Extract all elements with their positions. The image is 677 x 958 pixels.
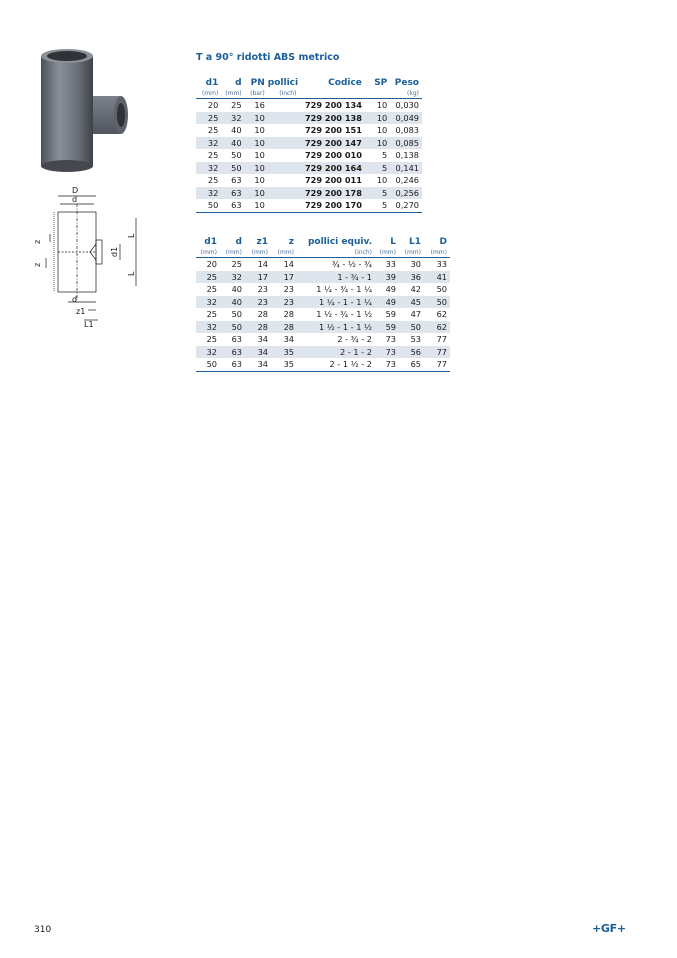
unit-label: (inch) <box>268 89 300 99</box>
table-cell: 25 <box>196 271 220 284</box>
table-cell: 1 - ¾ - 1 <box>297 271 375 284</box>
table-cell <box>268 174 300 187</box>
table-cell: 10 <box>245 137 268 150</box>
table-cell: 5 <box>382 150 388 160</box>
table-row <box>196 99 422 112</box>
table-cell: 32 <box>196 162 221 175</box>
table-cell: 729 200 134 <box>304 100 362 110</box>
table-cell: 36 <box>399 271 424 284</box>
unit-label: (mm) <box>399 248 424 258</box>
table-cell: 50 <box>220 321 245 334</box>
unit-label: (mm) <box>271 248 297 258</box>
table-cell: 50 <box>196 358 220 371</box>
table-cell: 73 <box>375 358 399 371</box>
table-cell: 23 <box>257 284 268 294</box>
unit-label: (bar) <box>245 89 268 99</box>
unit-label <box>299 89 364 99</box>
table-cell <box>268 199 300 212</box>
table-cell: 729 200 164 <box>299 162 364 175</box>
dim-d1-label: d1 <box>110 246 119 257</box>
table-row <box>196 174 422 187</box>
unit-label: (mm) <box>196 248 220 258</box>
dim-D-label: D <box>72 186 79 195</box>
col-header: d <box>235 237 242 247</box>
dim-z-label-2: z <box>33 262 42 267</box>
unit-label: (mm) <box>221 89 244 99</box>
table-cell: 25 <box>207 175 219 185</box>
col-header: z <box>288 237 294 247</box>
table-row <box>196 346 450 359</box>
table-cell: 53 <box>410 334 421 344</box>
table-cell: 17 <box>271 271 297 284</box>
table-cell: 50 <box>231 150 242 160</box>
table-cell: 40 <box>221 137 244 150</box>
table-row <box>196 187 422 200</box>
table-row <box>196 296 450 309</box>
table-cell: 10 <box>254 175 265 185</box>
col-header: d <box>235 78 242 88</box>
technical-drawing <box>28 182 148 330</box>
col-header: D <box>439 237 447 247</box>
table-cell: 729 200 010 <box>304 150 362 160</box>
table-cell: 50 <box>424 296 450 309</box>
table-row <box>196 321 450 334</box>
table-cell: 25 <box>196 112 221 125</box>
table-cell: 33 <box>436 259 447 269</box>
col-header: L1 <box>409 237 421 247</box>
table-cell: 34 <box>245 358 271 371</box>
table-cell: 63 <box>221 199 244 212</box>
table-cell: 10 <box>376 175 388 185</box>
table-cell: 49 <box>375 296 399 309</box>
table-header-row <box>196 236 450 248</box>
col-header: d1 <box>204 237 217 247</box>
table-cell: 28 <box>257 309 268 319</box>
table-cell: 10 <box>365 137 390 150</box>
table-cell: 77 <box>424 346 450 359</box>
table-cell: 56 <box>399 346 424 359</box>
table-cell: 25 <box>231 259 242 269</box>
table-cell: 40 <box>220 296 245 309</box>
table-cell: 34 <box>283 334 294 344</box>
unit-label: (mm) <box>220 248 245 258</box>
unit-label: (mm) <box>245 248 271 258</box>
product-photo <box>33 46 133 176</box>
col-header: pollici <box>267 78 299 88</box>
table-cell: 30 <box>410 259 421 269</box>
col-header: pollici equiv. <box>307 237 372 247</box>
product-title: T a 90° ridotti ABS metrico <box>196 52 340 63</box>
table-cell: 729 200 011 <box>304 175 362 185</box>
table-cell: 32 <box>220 271 245 284</box>
table-cell: 50 <box>399 321 424 334</box>
table-units-row <box>196 248 450 258</box>
table-cell: 25 <box>231 100 242 110</box>
table-cell: 35 <box>271 358 297 371</box>
dim-L-label: L <box>127 233 136 238</box>
table-cell: 14 <box>283 259 294 269</box>
unit-label: (mm) <box>375 248 399 258</box>
table-cell: 10 <box>254 150 265 160</box>
table-cell: 0,270 <box>390 199 422 212</box>
table-cell: 729 200 170 <box>299 199 364 212</box>
table-cell: 63 <box>231 175 242 185</box>
table-cell: 5 <box>365 187 390 200</box>
table-cell: 10 <box>376 125 388 135</box>
table-cell: 20 <box>207 100 219 110</box>
col-header: SP <box>374 78 388 88</box>
table-cell: 10 <box>245 199 268 212</box>
table-cell <box>268 137 300 150</box>
table-cell: 32 <box>196 137 221 150</box>
table-cell: 77 <box>424 358 450 371</box>
table-cell: 39 <box>375 271 399 284</box>
table-cell: 10 <box>376 100 388 110</box>
table-cell: 32 <box>196 187 221 200</box>
table-cell: 59 <box>385 309 396 319</box>
table-cell: 1 ½ - 1 - 1 ½ <box>297 321 375 334</box>
table-cell: 23 <box>283 284 294 294</box>
table-cell: 0,256 <box>390 187 422 200</box>
table-cell: 25 <box>206 334 217 344</box>
dim-z1-label: z1 <box>76 307 86 316</box>
col-header: z1 <box>256 237 268 247</box>
table-cell: 1 ½ - ¾ - 1 ½ <box>316 309 372 319</box>
table-row <box>196 258 450 271</box>
table-row <box>196 124 422 137</box>
table-cell: 63 <box>231 334 242 344</box>
table-cell: 10 <box>365 112 390 125</box>
dimensions-table <box>196 236 450 372</box>
table-cell: 10 <box>254 125 265 135</box>
table-cell: 42 <box>410 284 421 294</box>
table-cell: 49 <box>385 284 396 294</box>
table-row <box>196 199 422 212</box>
table-cell: 50 <box>196 199 221 212</box>
table-cell: 2 - 1 - 2 <box>297 346 375 359</box>
col-header: Peso <box>394 78 419 88</box>
table-row <box>196 162 422 175</box>
table-cell: ¾ - ½ - ¾ <box>331 259 372 269</box>
table-cell: 23 <box>271 296 297 309</box>
unit-label <box>365 89 390 99</box>
table-cell: 28 <box>271 321 297 334</box>
table-cell: 25 <box>206 284 217 294</box>
table-cell <box>268 99 300 112</box>
unit-label: (inch) <box>297 248 375 258</box>
table-cell: 59 <box>375 321 399 334</box>
table-cell: 25 <box>206 309 217 319</box>
table-cell <box>268 112 300 125</box>
table-cell: 45 <box>399 296 424 309</box>
table-cell: 33 <box>385 259 396 269</box>
table-cell: 28 <box>245 321 271 334</box>
table-cell <box>268 162 300 175</box>
col-header: d1 <box>205 78 219 88</box>
table-row <box>196 333 450 346</box>
table-cell: 50 <box>436 284 447 294</box>
table-cell: 1 ¼ - ¾ - 1 ¼ <box>316 284 372 294</box>
table-cell: 40 <box>231 125 242 135</box>
table-cell: 0,246 <box>395 175 419 185</box>
page-number: 310 <box>34 925 52 935</box>
table-cell: 10 <box>245 187 268 200</box>
table-cell: 20 <box>206 259 217 269</box>
table-cell: 729 200 147 <box>299 137 364 150</box>
table-units-row <box>196 89 422 99</box>
table-cell: 1 ¼ - 1 - 1 ¼ <box>297 296 375 309</box>
table-cell: 23 <box>245 296 271 309</box>
table-cell <box>268 149 300 162</box>
table-cell: 32 <box>196 321 220 334</box>
unit-label: (kg) <box>390 89 422 99</box>
dim-d-top-label: d <box>72 195 78 204</box>
table-cell: 5 <box>365 199 390 212</box>
table-cell: 34 <box>257 334 268 344</box>
table-cell: 40 <box>231 284 242 294</box>
table-row <box>196 112 422 125</box>
table-cell: 0,141 <box>390 162 422 175</box>
table-cell: 25 <box>207 125 219 135</box>
table-cell: 10 <box>245 162 268 175</box>
product-table <box>196 77 422 213</box>
table-cell: 729 200 138 <box>299 112 364 125</box>
table-cell: 0,138 <box>395 150 419 160</box>
dim-z-label: z <box>33 239 42 244</box>
table-row <box>196 137 422 150</box>
table-cell: 73 <box>375 346 399 359</box>
col-header: PN <box>250 78 265 88</box>
table-cell: 62 <box>436 309 447 319</box>
table-cell: 50 <box>231 309 242 319</box>
table-cell: 32 <box>221 112 244 125</box>
table-row <box>196 271 450 284</box>
table-cell: 14 <box>257 259 268 269</box>
table-cell: 10 <box>245 112 268 125</box>
table-cell: 35 <box>271 346 297 359</box>
table-cell: 0,085 <box>390 137 422 150</box>
table-row <box>196 149 422 162</box>
table-cell: 5 <box>365 162 390 175</box>
table-cell: 25 <box>207 150 219 160</box>
unit-label: (mm) <box>196 89 221 99</box>
table-row <box>196 358 450 371</box>
gf-logo: +GF+ <box>592 922 626 935</box>
table-cell <box>268 187 300 200</box>
dim-L-label-2: L <box>127 271 136 276</box>
table-cell: 34 <box>245 346 271 359</box>
dim-L1-label: L1 <box>84 320 94 329</box>
table-cell: 62 <box>424 321 450 334</box>
table-header-row <box>196 77 422 89</box>
table-cell: 77 <box>436 334 447 344</box>
dim-d-bottom-label: d <box>72 295 78 304</box>
table-cell: 63 <box>220 358 245 371</box>
table-cell: 17 <box>245 271 271 284</box>
table-cell: 63 <box>221 187 244 200</box>
table-cell: 73 <box>385 334 396 344</box>
table-cell <box>268 124 300 137</box>
table-cell: 16 <box>254 100 265 110</box>
table-cell: 0,049 <box>390 112 422 125</box>
table-cell: 28 <box>283 309 294 319</box>
table-cell: 2 - 1 ½ - 2 <box>297 358 375 371</box>
table-cell: 32 <box>196 346 220 359</box>
table-cell: 65 <box>399 358 424 371</box>
table-cell: 41 <box>424 271 450 284</box>
col-header: Codice <box>328 78 362 88</box>
table-cell: 50 <box>221 162 244 175</box>
col-header: L <box>390 237 396 247</box>
table-cell: 2 - ¾ - 2 <box>337 334 372 344</box>
table-row <box>196 308 450 321</box>
table-cell: 729 200 178 <box>299 187 364 200</box>
table-cell: 0,030 <box>395 100 419 110</box>
table-cell: 0,083 <box>395 125 419 135</box>
table-cell: 47 <box>410 309 421 319</box>
table-cell: 729 200 151 <box>304 125 362 135</box>
table-cell: 63 <box>220 346 245 359</box>
unit-label: (mm) <box>424 248 450 258</box>
table-cell: 32 <box>196 296 220 309</box>
table-row <box>196 283 450 296</box>
